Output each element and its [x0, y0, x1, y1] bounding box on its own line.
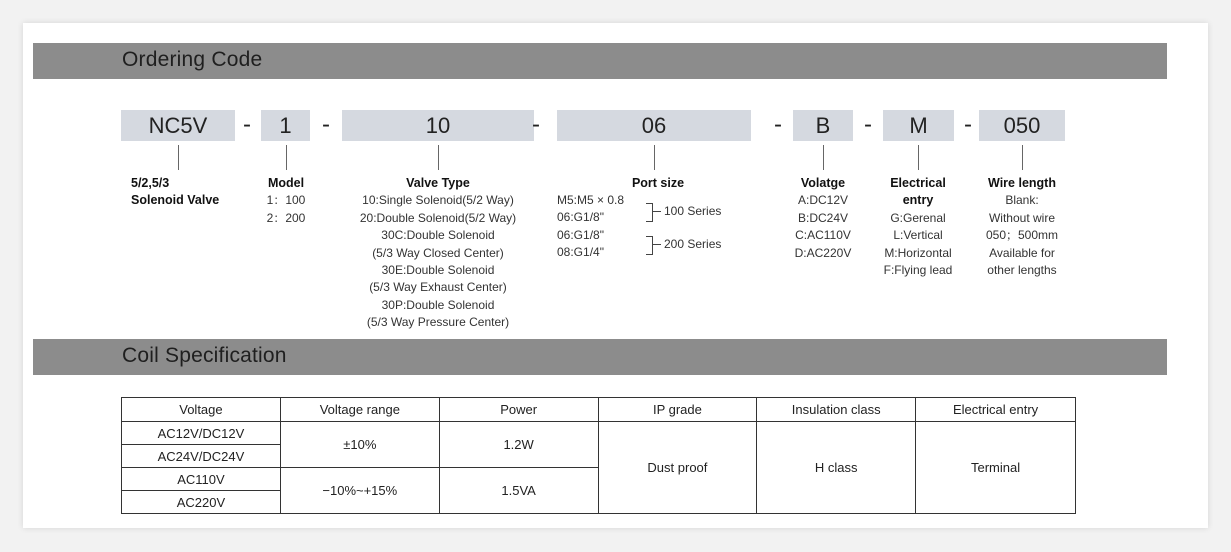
series-description — [131, 175, 241, 210]
series-100-label: 100 Series — [664, 204, 722, 218]
cell-power: 1.2W — [439, 422, 598, 468]
electrical-entry-description — [873, 175, 963, 279]
electrical-entry-line: G:Gerenal — [890, 210, 946, 225]
ordering-code-title: Ordering Code — [122, 48, 263, 71]
model-description — [251, 175, 321, 227]
ordering-code-header — [33, 43, 1167, 79]
dash-separator: - — [964, 111, 972, 138]
bracket-200-series — [646, 236, 653, 255]
voltage-line: A:DC12V — [797, 193, 849, 208]
dash-separator: - — [243, 111, 251, 138]
valve-type-line: 30C:Double Solenoid — [381, 228, 495, 243]
port-size-line: 06:G1/8" — [557, 227, 604, 242]
connector-line — [654, 145, 655, 170]
port-size-line: M5:M5 × 0.8 — [557, 193, 625, 207]
valve-type-heading: Valve Type — [406, 176, 470, 190]
coil-specification-title: Coil Specification — [122, 344, 287, 367]
wire-length-heading: Wire length — [988, 176, 1056, 190]
connector-line — [178, 145, 179, 170]
coil-spec-table — [121, 397, 1076, 514]
port-size-line: 08:G1/4" — [557, 245, 604, 260]
wire-length-line: other lengths — [987, 263, 1057, 278]
header-voltage-range: Voltage range — [280, 398, 439, 422]
cell-voltage: AC110V — [122, 468, 281, 491]
connector-line — [438, 145, 439, 170]
electrical-entry-line: L:Vertical — [893, 228, 943, 243]
cell-voltage: AC12V/DC12V — [122, 422, 281, 445]
valve-type-line: 30E:Double Solenoid — [381, 263, 495, 278]
port-size-description — [557, 192, 647, 262]
valve-type-line: 20:Double Solenoid(5/2 Way) — [359, 210, 517, 225]
wire-length-line: Without wire — [988, 210, 1056, 225]
connector-line — [918, 145, 919, 170]
wire-length-line: Blank: — [1005, 193, 1039, 208]
header-voltage: Voltage — [122, 398, 281, 422]
dash-separator: - — [864, 111, 872, 138]
connector-line — [1022, 145, 1023, 170]
port-size-heading: Port size — [631, 176, 685, 190]
connector-line — [823, 145, 824, 170]
header-ip-grade: IP grade — [598, 398, 757, 422]
code-box-electrical-entry: M — [883, 110, 954, 141]
electrical-entry-line: F:Flying lead — [883, 263, 953, 278]
voltage-line: B:DC24V — [797, 210, 849, 225]
coil-specification-header — [33, 339, 1167, 375]
wire-length-line: Available for — [989, 245, 1055, 260]
voltage-line: C:AC110V — [795, 228, 851, 243]
valve-type-line: (5/3 Way Exhaust Center) — [369, 280, 507, 295]
cell-electrical-entry: Terminal — [916, 422, 1076, 514]
model-line: 1：100 — [266, 193, 306, 208]
valve-type-line: (5/3 Way Closed Center) — [372, 245, 504, 260]
header-power: Power — [439, 398, 598, 422]
electrical-entry-heading: Electrical — [890, 176, 946, 190]
code-box-voltage: B — [793, 110, 853, 141]
electrical-entry-line: M:Horizontal — [884, 245, 952, 260]
cell-voltage-range: ±10% — [280, 422, 439, 468]
table-header-row — [122, 398, 1076, 422]
header-electrical-entry: Electrical entry — [916, 398, 1076, 422]
bracket-tick — [653, 211, 661, 212]
series-200-label: 200 Series — [664, 237, 722, 251]
valve-type-line: (5/3 Way Pressure Center) — [366, 315, 510, 330]
dash-separator: - — [322, 111, 330, 138]
series-heading: 5/2,5/3 — [131, 176, 170, 190]
cell-voltage-range: −10%~+15% — [280, 468, 439, 514]
model-line: 2：200 — [266, 210, 306, 225]
code-box-model: 1 — [261, 110, 310, 141]
voltage-heading: Volatge — [800, 176, 846, 190]
code-box-valve-type: 10 — [342, 110, 534, 141]
table-row — [122, 422, 1076, 445]
valve-type-line: 30P:Double Solenoid — [381, 297, 495, 312]
wire-length-line: 050；500mm — [985, 228, 1059, 243]
bracket-tick — [653, 244, 661, 245]
cell-voltage: AC24V/DC24V — [122, 445, 281, 468]
dash-separator: - — [532, 111, 540, 138]
electrical-entry-heading-2: entry — [902, 193, 934, 208]
model-heading: Model — [267, 176, 305, 190]
cell-insulation-class: H class — [757, 422, 916, 514]
voltage-description — [783, 175, 863, 262]
code-box-wire-length: 050 — [979, 110, 1065, 141]
cell-ip-grade: Dust proof — [598, 422, 757, 514]
dash-separator: - — [774, 111, 782, 138]
bracket-100-series — [646, 203, 653, 222]
connector-line — [286, 145, 287, 170]
header-insulation-class: Insulation class — [757, 398, 916, 422]
cell-voltage: AC220V — [122, 491, 281, 514]
valve-type-description — [338, 175, 538, 332]
code-box-series: NC5V — [121, 110, 235, 141]
port-size-line: 06:G1/8" — [557, 210, 604, 225]
wire-length-description — [972, 175, 1072, 279]
port-size-heading-wrap — [608, 175, 708, 192]
code-box-port-size: 06 — [557, 110, 751, 141]
cell-power: 1.5VA — [439, 468, 598, 514]
series-heading-2: Solenoid Valve — [131, 193, 220, 208]
valve-type-line: 10:Single Solenoid(5/2 Way) — [362, 193, 514, 208]
voltage-line: D:AC220V — [794, 245, 852, 260]
